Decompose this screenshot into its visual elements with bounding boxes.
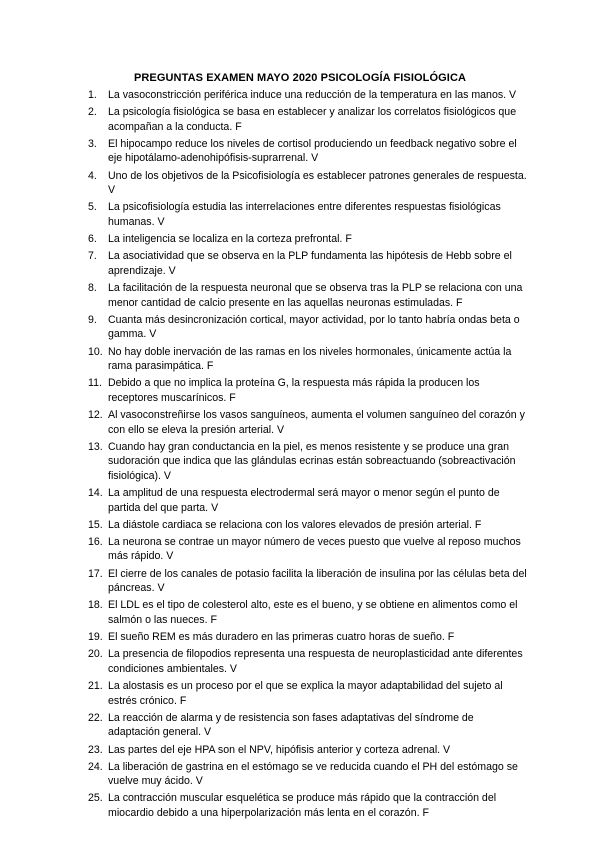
question-item <box>88 376 528 405</box>
question-item <box>88 105 528 134</box>
question-number: 3. <box>88 137 97 150</box>
question-item <box>88 200 528 229</box>
question-text: La presencia de filopodios representa una respuesta de neuroplasticidad ante diferentes condiciones ambientales. V <box>108 648 523 675</box>
question-text: Debido a que no implica la proteína G, la respuesta más rápida la producen los receptores muscarínicos. F <box>108 377 480 404</box>
question-number: 20. <box>88 648 103 661</box>
question-number: 23. <box>88 743 103 756</box>
question-item <box>88 345 528 374</box>
question-item <box>88 743 528 758</box>
question-item <box>88 88 528 103</box>
question-text: La reacción de alarma y de resistencia son fases adaptativas del síndrome de adaptación general. V <box>108 711 474 739</box>
question-text: La vasoconstricción periférica induce una reducción de la temperatura en las manos. V <box>108 89 517 101</box>
question-text: El sueño REM es más duradero en las primeras cuatro horas de sueño. F <box>108 631 455 644</box>
question-item <box>88 711 528 740</box>
question-number: 5. <box>88 201 97 214</box>
question-text: La neurona se contrae un mayor número de veces puesto que vuelve al reposo muchos más rápido. V <box>108 535 521 563</box>
question-item <box>88 760 528 789</box>
question-text: La psicofisiología estudia las interrelaciones entre diferentes respuestas fisiológicas humanas. V <box>108 201 501 228</box>
question-number: 11. <box>88 377 102 390</box>
question-number: 15. <box>88 518 103 531</box>
question-number: 6. <box>88 233 97 246</box>
question-item <box>88 647 528 676</box>
question-text: El LDL es el tipo de colesterol alto, este es el bueno, y se obtiene en alimentos como el salmón o las nueces. F <box>108 599 518 626</box>
question-number: 10. <box>88 345 103 358</box>
question-text: La facilitación de la respuesta neuronal que se observa tras la PLP se relaciona con una menor cantidad de calcio presente en las aquellas neuronas estimuladas. F <box>108 282 523 309</box>
question-number: 7. <box>88 250 97 263</box>
question-list <box>88 88 528 823</box>
question-item <box>88 598 528 627</box>
question-item <box>88 535 528 564</box>
question-text: La alostasis es un proceso por el que se explica la mayor adaptabilidad del sujeto al estrés crónico. F <box>108 680 503 707</box>
question-item <box>88 486 528 515</box>
question-text: La amplitud de una respuesta electrodermal será mayor o menor según el punto de partida del que parta. V <box>108 487 500 514</box>
question-item <box>88 169 528 198</box>
question-number: 22. <box>88 711 103 724</box>
question-item <box>88 232 528 247</box>
question-item <box>88 281 528 310</box>
question-number: 9. <box>88 313 97 326</box>
question-text: La inteligencia se localiza en la corteza prefrontal. F <box>108 233 352 246</box>
question-item <box>88 249 528 278</box>
question-number: 16. <box>88 535 103 548</box>
question-number: 4. <box>88 169 97 182</box>
question-text: Al vasoconstreñirse los vasos sanguíneos, aumenta el volumen sanguíneo del corazón y con ello se eleva la presión arterial. V <box>108 408 525 436</box>
question-number: 25. <box>88 792 103 805</box>
question-text: La psicología fisiológica se basa en establecer y analizar los correlatos fisiológicos que acompañan a la conducta. F <box>108 106 517 133</box>
question-text: La contracción muscular esquelética se produce más rápido que la contracción del miocardio debido a una hiperpolarización más lenta en el corazón. F <box>108 792 497 819</box>
page-title: PREGUNTAS EXAMEN MAYO 2020 PSICOLOGÍA FISIOLÓGICA <box>133 72 467 84</box>
question-item <box>88 791 528 820</box>
question-number: 19. <box>88 631 103 644</box>
question-text: No hay doble inervación de las ramas en los niveles hormonales, únicamente actúa la rama parasimpática. F <box>108 345 512 373</box>
question-text: Cuanta más desincronización cortical, mayor actividad, por lo tanto habría ondas beta o gamma. V <box>108 313 520 341</box>
question-text: El hipocampo reduce los niveles de cortisol produciendo un feedback negativo sobre el eje hipotálamo-adenohipófisis-suprarrenal. V <box>108 137 517 165</box>
question-text: Uno de los objetivos de la Psicofisiología es establecer patrones generales de respuesta. V <box>108 169 527 197</box>
question-item <box>88 630 528 645</box>
question-item <box>88 567 528 596</box>
question-text: La asociatividad que se observa en la PLP fundamenta las hipótesis de Hebb sobre el aprendizaje. V <box>108 250 512 277</box>
question-number: 18. <box>88 599 103 612</box>
question-number: 12. <box>88 408 103 421</box>
question-number: 14. <box>88 487 103 499</box>
question-number: 1. <box>88 89 97 101</box>
question-number: 13. <box>88 440 103 453</box>
question-item <box>88 313 528 342</box>
question-text: Cuando hay gran conductancia en la piel, es menos resistente y se produce una gran sudoración que indica que las glándulas ecrinas están sobreactuando (sobreactivación fisiológica). V <box>108 440 516 482</box>
question-text: La liberación de gastrina en el estómago se ve reducida cuando el PH del estómago se vuelve muy ácido. V <box>108 760 518 788</box>
question-number: 17. <box>88 567 103 580</box>
question-number: 8. <box>88 282 97 295</box>
question-item <box>88 137 528 166</box>
question-number: 21. <box>88 680 103 693</box>
question-text: La diástole cardiaca se relaciona con los valores elevados de presión arterial. F <box>108 518 482 531</box>
question-item <box>88 679 528 708</box>
question-text: Las partes del eje HPA son el NPV, hipófisis anterior y corteza adrenal. V <box>108 743 451 756</box>
question-item <box>88 440 528 484</box>
question-item <box>88 408 528 437</box>
question-item <box>88 518 528 533</box>
question-number: 2. <box>88 106 97 119</box>
question-text: El cierre de los canales de potasio facilita la liberación de insulina por las células beta del páncreas. V <box>108 567 527 595</box>
question-number: 24. <box>88 760 103 773</box>
